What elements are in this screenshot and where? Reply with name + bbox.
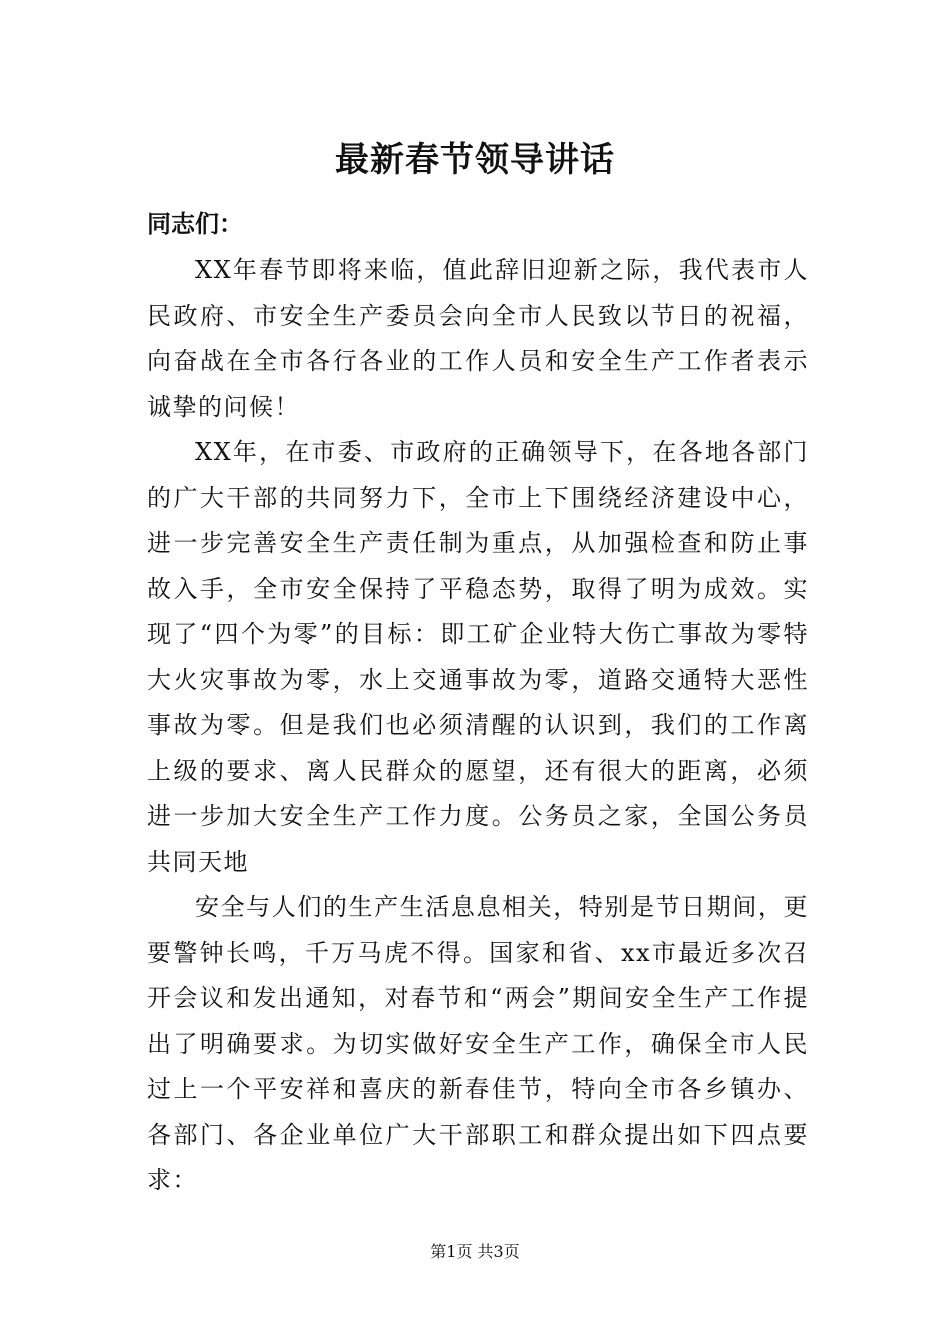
document-title: 最新春节领导讲话 — [335, 140, 615, 180]
paragraph-1: XX年春节即将来临，值此辞旧迎新之际，我代表市人民政府、市安全生产委员会向全市人民致以节日的祝福，向奋战在全市各行各业的工作人员和安全生产工作者表示诚挚的问候！ — [147, 256, 809, 421]
paragraph-2: XX年，在市委、市政府的正确领导下，在各地各部门的广大干部的共同努力下，全市上下围绕经济建设中心，进一步完善安全生产责任制为重点，从加强检查和防止事故入手，全市安全保持了平稳态势，取得了明为成效。实现了“四个为零”的目标：即工矿企业特大伤亡事故为零特大火灾事故为零，水上交通事故为零，道路交通特大恶性事故为零。但是我们也必须清醒的认识到，我们的工作离上级的要求、离人民群众的愿望，还有很大的距离，必须进一步加大安全生产工作力度。公务员之家，全国公务员共同天地 — [147, 438, 809, 876]
document-body — [147, 248, 809, 1204]
salutation: 同志们： — [147, 209, 243, 238]
page-footer — [0, 1240, 950, 1264]
paragraph-3: 安全与人们的生产生活息息相关，特别是节日期间，更要警钟长鸣，千万马虎不得。国家和省、xx市最近多次召开会议和发出通知，对春节和“两会”期间安全生产工作提出了明确要求。为切实做好安全生产工作，确保全市人民过上一个平安祥和喜庆的新春佳节，特向全市各乡镇办、各部门、各企业单位广大干部职工和群众提出如下四点要求： — [147, 893, 809, 1194]
page-indicator: 第1页 共3页 — [430, 1242, 520, 1261]
